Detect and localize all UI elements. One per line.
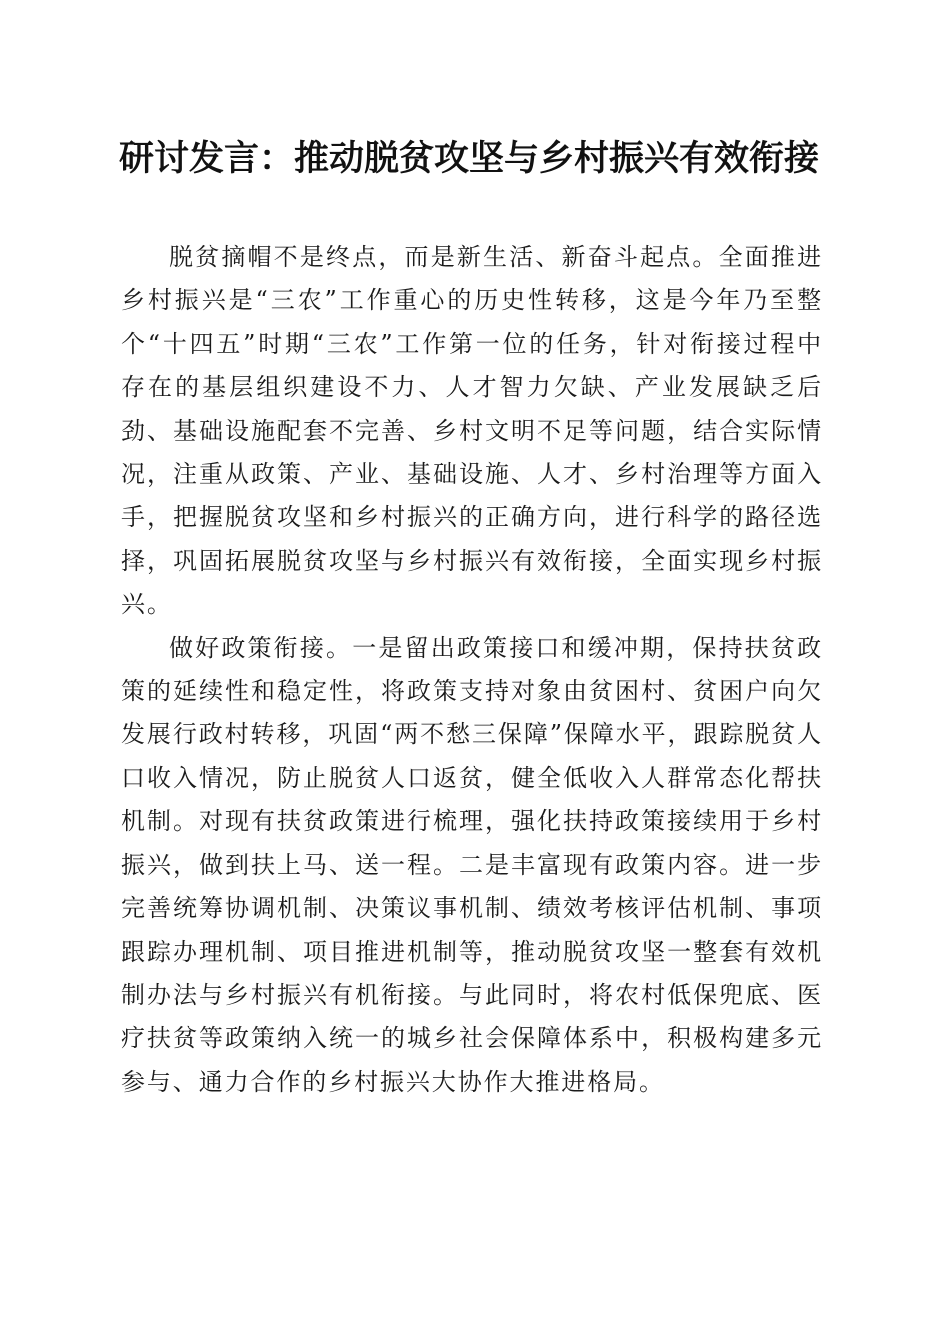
paragraph-intro: 脱贫摘帽不是终点，而是新生活、新奋斗起点。全面推进乡村振兴是“三农”工作重心的历史性转移，这是今年乃至整个“十四五”时期“三农”工作第一位的任务，针对衔接过程中存在的基层组织建设不力、人才智力欠缺、产业发展缺乏后劲、基础设施配套不完善、乡村文明不足等问题，结合实际情况，注重从政策、产业、基础设施、人才、乡村治理等方面入手，把握脱贫攻坚和乡村振兴的正确方向，进行科学的路径选择，巩固拓展脱贫攻坚与乡村振兴有效衔接，全面实现乡村振兴。 bbox=[121, 243, 823, 619]
document-body bbox=[121, 236, 823, 1104]
document-title: 研讨发言：推动脱贫攻坚与乡村振兴有效衔接 bbox=[119, 138, 820, 179]
paragraph-policy-connection: 做好政策衔接。一是留出政策接口和缓冲期，保持扶贫政策的延续性和稳定性，将政策支持对象由贫困村、贫困户向欠发展行政村转移，巩固“两不愁三保障”保障水平，跟踪脱贫人口收入情况，防止脱贫人口返贫，健全低收入人群常态化帮扶机制。对现有扶贫政策进行梳理，强化扶持政策接续用于乡村振兴，做到扶上马、送一程。二是丰富现有政策内容。进一步完善统筹协调机制、决策议事机制、绩效考核评估机制、事项跟踪办理机制、项目推进机制等，推动脱贫攻坚一整套有效机制办法与乡村振兴有机衔接。与此同时，将农村低保兜底、医疗扶贫等政策纳入统一的城乡社会保障体系中，积极构建多元参与、通力合作的乡村振兴大协作大推进格局。 bbox=[121, 633, 823, 1096]
